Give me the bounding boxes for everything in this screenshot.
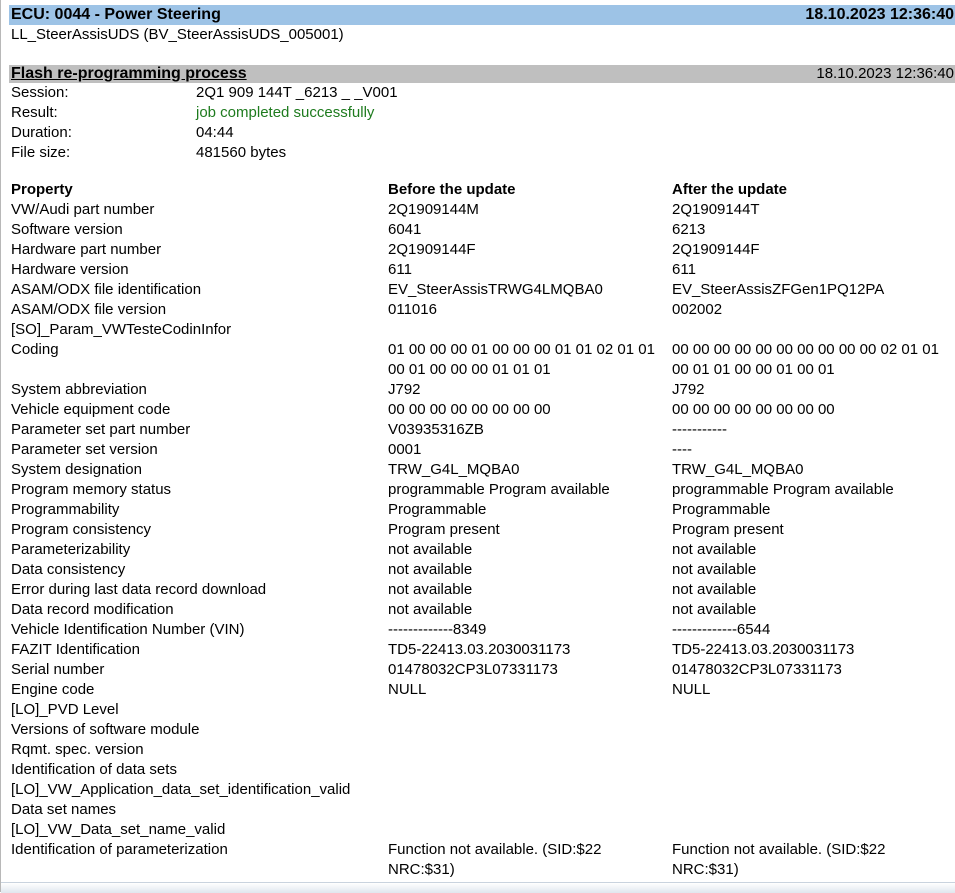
- before-value-cell: [386, 760, 670, 780]
- info-row: [11, 103, 911, 123]
- property-cell: FAZIT Identification: [11, 641, 140, 658]
- property-cell: Program consistency: [11, 521, 152, 538]
- table-row: [9, 440, 949, 460]
- table-row: [9, 700, 949, 720]
- after-value-cell: [670, 780, 949, 800]
- ecu-header-bar: [9, 5, 955, 25]
- before-value-cell: 01 00 00 00 01 00 00 00 01 01 02 01 01 00 01 00 00 00 01 01 01: [388, 341, 655, 378]
- window-bottom-edge: [1, 882, 955, 893]
- info-value: 481560 bytes: [196, 144, 287, 161]
- table-row: [9, 380, 949, 400]
- table-row: [9, 740, 949, 760]
- after-value-cell: [670, 800, 949, 820]
- before-value-cell: [386, 720, 670, 740]
- after-value-cell: TRW_G4L_MQBA0: [672, 461, 804, 478]
- flash-header-bar: [9, 65, 955, 83]
- after-value-cell: [670, 760, 949, 780]
- table-row: [9, 680, 949, 700]
- property-cell: [LO]_PVD Level: [11, 701, 119, 718]
- property-cell: Programmability: [11, 501, 120, 518]
- table-row: [9, 400, 949, 420]
- before-value-cell: 01478032CP3L07331173: [388, 661, 558, 678]
- property-cell: System abbreviation: [11, 381, 147, 398]
- property-cell: ASAM/ODX file identification: [11, 281, 202, 298]
- property-cell: Versions of software module: [11, 721, 200, 738]
- ecu-subtitle: LL_SteerAssisUDS (BV_SteerAssisUDS_005001): [11, 26, 344, 43]
- info-value: 2Q1 909 144T _6213 _ _V001: [196, 84, 398, 101]
- property-cell: Hardware part number: [11, 241, 162, 258]
- after-value-cell: J792: [672, 381, 705, 398]
- table-row: [9, 540, 949, 560]
- flash-info: [11, 83, 911, 163]
- property-cell: Parameter set version: [11, 441, 158, 458]
- before-value-cell: [386, 820, 670, 840]
- before-value-cell: 611: [388, 261, 412, 278]
- before-value-cell: not available: [388, 601, 473, 618]
- property-cell: Rqmt. spec. version: [11, 741, 144, 758]
- after-value-cell: [670, 320, 949, 340]
- property-cell: VW/Audi part number: [11, 201, 155, 218]
- after-value-cell: Programmable: [672, 501, 771, 518]
- table-row: [9, 760, 949, 780]
- property-cell: Serial number: [11, 661, 105, 678]
- before-value-cell: EV_SteerAssisTRWG4LMQBA0: [388, 281, 603, 298]
- after-value-cell: 611: [672, 261, 696, 278]
- header-before: Before the update: [388, 181, 516, 198]
- header-property: Property: [11, 181, 73, 198]
- property-cell: [SO]_Param_VWTesteCodinInfor: [11, 321, 232, 338]
- after-value-cell: TD5-22413.03.2030031173: [672, 641, 855, 658]
- before-value-cell: V03935316ZB: [388, 421, 484, 438]
- property-cell: Data set names: [11, 801, 117, 818]
- table-row: [9, 200, 949, 220]
- info-value: 04:44: [196, 124, 234, 141]
- before-value-cell: not available: [388, 541, 473, 558]
- after-value-cell: Function not available. (SID:$22 NRC:$31): [672, 841, 886, 878]
- property-cell: System designation: [11, 461, 142, 478]
- table-row: [9, 520, 949, 540]
- after-value-cell: -------------6544: [672, 621, 771, 638]
- after-value-cell: 00 00 00 00 00 00 00 00 00 00 02 01 01 00 01 01 00 00 01 00 01: [672, 341, 939, 378]
- after-value-cell: 2Q1909144F: [672, 241, 760, 258]
- property-cell: ASAM/ODX file version: [11, 301, 167, 318]
- after-value-cell: [670, 700, 949, 720]
- property-cell: Parameterizability: [11, 541, 131, 558]
- before-value-cell: TD5-22413.03.2030031173: [388, 641, 571, 658]
- before-value-cell: not available: [388, 561, 473, 578]
- info-label: Result:: [11, 104, 58, 121]
- before-value-cell: 011016: [388, 301, 437, 318]
- property-cell: Program memory status: [11, 481, 172, 498]
- table-row: [9, 780, 949, 800]
- table-row: [9, 720, 949, 740]
- property-cell: Vehicle Identification Number (VIN): [11, 621, 245, 638]
- before-value-cell: 2Q1909144F: [388, 241, 476, 258]
- ecu-title: ECU: 0044 - Power Steering: [11, 6, 221, 23]
- before-value-cell: [386, 740, 670, 760]
- info-label: Duration:: [11, 124, 72, 141]
- table-row: [9, 460, 949, 480]
- info-label: File size:: [11, 144, 71, 161]
- after-value-cell: NULL: [672, 681, 711, 698]
- before-value-cell: J792: [388, 381, 421, 398]
- before-value-cell: [386, 780, 670, 800]
- table-row: [9, 840, 949, 880]
- table-row: [9, 260, 949, 280]
- info-row: [11, 123, 911, 143]
- table-row: [9, 560, 949, 580]
- before-value-cell: Program present: [388, 521, 500, 538]
- before-value-cell: [386, 700, 670, 720]
- after-value-cell: not available: [672, 561, 757, 578]
- before-value-cell: Programmable: [388, 501, 487, 518]
- before-value-cell: NULL: [388, 681, 427, 698]
- after-value-cell: programmable Program available: [672, 481, 894, 498]
- table-row: [9, 640, 949, 660]
- before-value-cell: TRW_G4L_MQBA0: [388, 461, 520, 478]
- before-value-cell: [386, 800, 670, 820]
- before-value-cell: 00 00 00 00 00 00 00 00: [388, 401, 551, 418]
- table-row: [9, 220, 949, 240]
- property-cell: Identification of data sets: [11, 761, 177, 778]
- table-row: [9, 340, 949, 380]
- table-row: [9, 240, 949, 260]
- property-cell: Coding: [11, 341, 59, 358]
- property-cell: Error during last data record download: [11, 581, 267, 598]
- after-value-cell: [670, 720, 949, 740]
- table-row: [9, 580, 949, 600]
- after-value-cell: not available: [672, 541, 757, 558]
- after-value-cell: [670, 820, 949, 840]
- after-value-cell: 00 00 00 00 00 00 00 00: [672, 401, 835, 418]
- table-row: [9, 620, 949, 640]
- after-value-cell: not available: [672, 581, 757, 598]
- flash-title: Flash re-programming process: [11, 65, 247, 82]
- before-value-cell: [386, 320, 670, 340]
- table-row: [9, 320, 949, 340]
- after-value-cell: ----: [672, 441, 692, 458]
- info-value: job completed successfully: [196, 104, 375, 121]
- table-row: [9, 800, 949, 820]
- table-row: [9, 600, 949, 620]
- table-row: [9, 660, 949, 680]
- after-value-cell: [670, 740, 949, 760]
- property-cell: Identification of parameterization: [11, 841, 228, 858]
- before-value-cell: programmable Program available: [388, 481, 610, 498]
- property-cell: Engine code: [11, 681, 95, 698]
- after-value-cell: 002002: [672, 301, 723, 318]
- before-value-cell: not available: [388, 581, 473, 598]
- header-after: After the update: [672, 181, 788, 198]
- table-row: [9, 280, 949, 300]
- table-row: [9, 500, 949, 520]
- info-row: [11, 83, 911, 103]
- after-value-cell: not available: [672, 601, 757, 618]
- property-cell: [LO]_VW_Application_data_set_identification_valid: [11, 781, 351, 798]
- property-cell: Data record modification: [11, 601, 174, 618]
- property-cell: Hardware version: [11, 261, 129, 278]
- info-label: Session:: [11, 84, 69, 101]
- before-value-cell: Function not available. (SID:$22 NRC:$31): [388, 841, 602, 878]
- before-value-cell: 0001: [388, 441, 422, 458]
- properties-table: [9, 180, 949, 880]
- after-value-cell: Program present: [672, 521, 784, 538]
- before-value-cell: -------------8349: [388, 621, 487, 638]
- after-value-cell: 6213: [672, 221, 706, 238]
- property-cell: Data consistency: [11, 561, 126, 578]
- after-value-cell: EV_SteerAssisZFGen1PQ12PA: [672, 281, 885, 298]
- table-row: [9, 420, 949, 440]
- property-cell: [LO]_VW_Data_set_name_valid: [11, 821, 226, 838]
- property-cell: Software version: [11, 221, 123, 238]
- after-value-cell: 2Q1909144T: [672, 201, 760, 218]
- table-row: [9, 480, 949, 500]
- table-row: [9, 820, 949, 840]
- table-row: [9, 300, 949, 320]
- before-value-cell: 6041: [388, 221, 422, 238]
- table-header-row: [9, 180, 949, 200]
- property-cell: Vehicle equipment code: [11, 401, 171, 418]
- flash-datetime: 18.10.2023 12:36:40: [816, 65, 954, 82]
- info-row: [11, 143, 911, 163]
- after-value-cell: -----------: [672, 421, 727, 438]
- ecu-datetime: 18.10.2023 12:36:40: [805, 6, 954, 23]
- after-value-cell: 01478032CP3L07331173: [672, 661, 842, 678]
- property-cell: Parameter set part number: [11, 421, 191, 438]
- before-value-cell: 2Q1909144M: [388, 201, 479, 218]
